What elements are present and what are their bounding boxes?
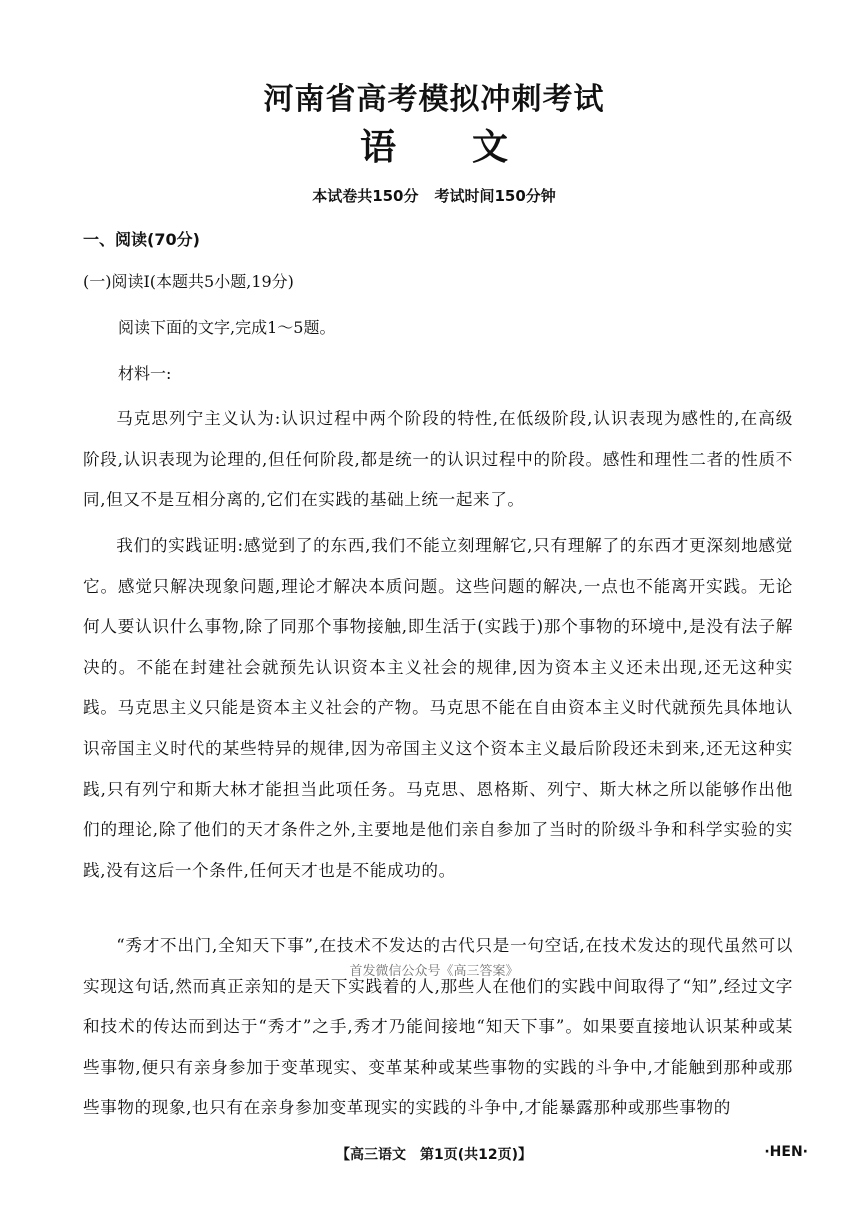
paragraph-3: “秀才不出门,全知天下事”,在技术不发达的古代只是一句空话,在技术发达的现代虽然可以实现这句话,然而真正亲知的是天下实践着的人,那些人在他们的实践中间取得了“知”,经过文字和技术的传达而到达于“秀才”之手,秀才乃能间接地“知天下事”。如果要直接地认识某种或某些事物,便只有亲身参加于变革现实、变革某种或某些事物的实践的斗争中,才能触到那种或那些事物的现象,也只有在亲身参加变革现实的实践的斗争中,才能暴露那种或那些事物的 — [83, 936, 793, 1118]
section-heading-reading: 一、阅读(70分) — [83, 230, 200, 249]
subsection-heading-reading-1: (一)阅读Ⅰ(本题共5小题,19分) — [83, 272, 294, 291]
page-footer — [0, 1144, 868, 1168]
exam-title: 河南省高考模拟冲刺考试 — [263, 82, 605, 117]
exam-score-info: 本试卷共150分 — [312, 187, 419, 205]
exam-time-info: 考试时间150分钟 — [434, 187, 556, 205]
subject-title — [0, 124, 868, 172]
footer-page-label: 【高三语文 第1页(共12页)】 — [335, 1147, 533, 1163]
footer-code: ·HEN· — [764, 1144, 808, 1160]
subject-char-2: 文 — [472, 127, 509, 168]
exam-info — [0, 184, 868, 208]
watermark-text: 首发微信公众号《高三答案》 — [349, 964, 519, 979]
paragraph-2: 我们的实践证明:感觉到了的东西,我们不能立刻理解它,只有理解了的东西才更深刻地感觉它。感觉只解决现象问题,理论才解决本质问题。这些问题的解决,一点也不能离开实践。无论何人要认识什么事物,除了同那个事物接触,即生活于(实践于)那个事物的环境中,是没有法子解决的。不能在封建社会就预先认识资本主义社会的规律,因为资本主义还未出现,还无这种实践。马克思主义只能是资本主义社会的产物。马克思不能在自由资本主义时代就预先具体地认识帝国主义时代的某些特异的规律,因为帝国主义这个资本主义最后阶段还未到来,还无这种实践,只有列宁和斯大林才能担当此项任务。马克思、恩格斯、列宁、斯大林之所以能够作出他们的理论,除了他们的天才条件之外,主要地是他们亲自参加了当时的阶级斗争和科学实验的实践,没有这后一个条件,任何天才也是不能成功的。 — [83, 536, 793, 880]
reading-instruction: 阅读下面的文字,完成1～5题。 — [118, 318, 336, 337]
subject-char-1: 语 — [359, 127, 396, 168]
material-label: 材料一: — [118, 364, 172, 383]
paragraph-1: 马克思列宁主义认为:认识过程中两个阶段的特性,在低级阶段,认识表现为感性的,在高级阶段,认识表现为论理的,但任何阶段,都是统一的认识过程中的阶段。感性和理性二者的性质不同,但又不是互相分离的,它们在实践的基础上统一起来了。 — [83, 409, 793, 510]
